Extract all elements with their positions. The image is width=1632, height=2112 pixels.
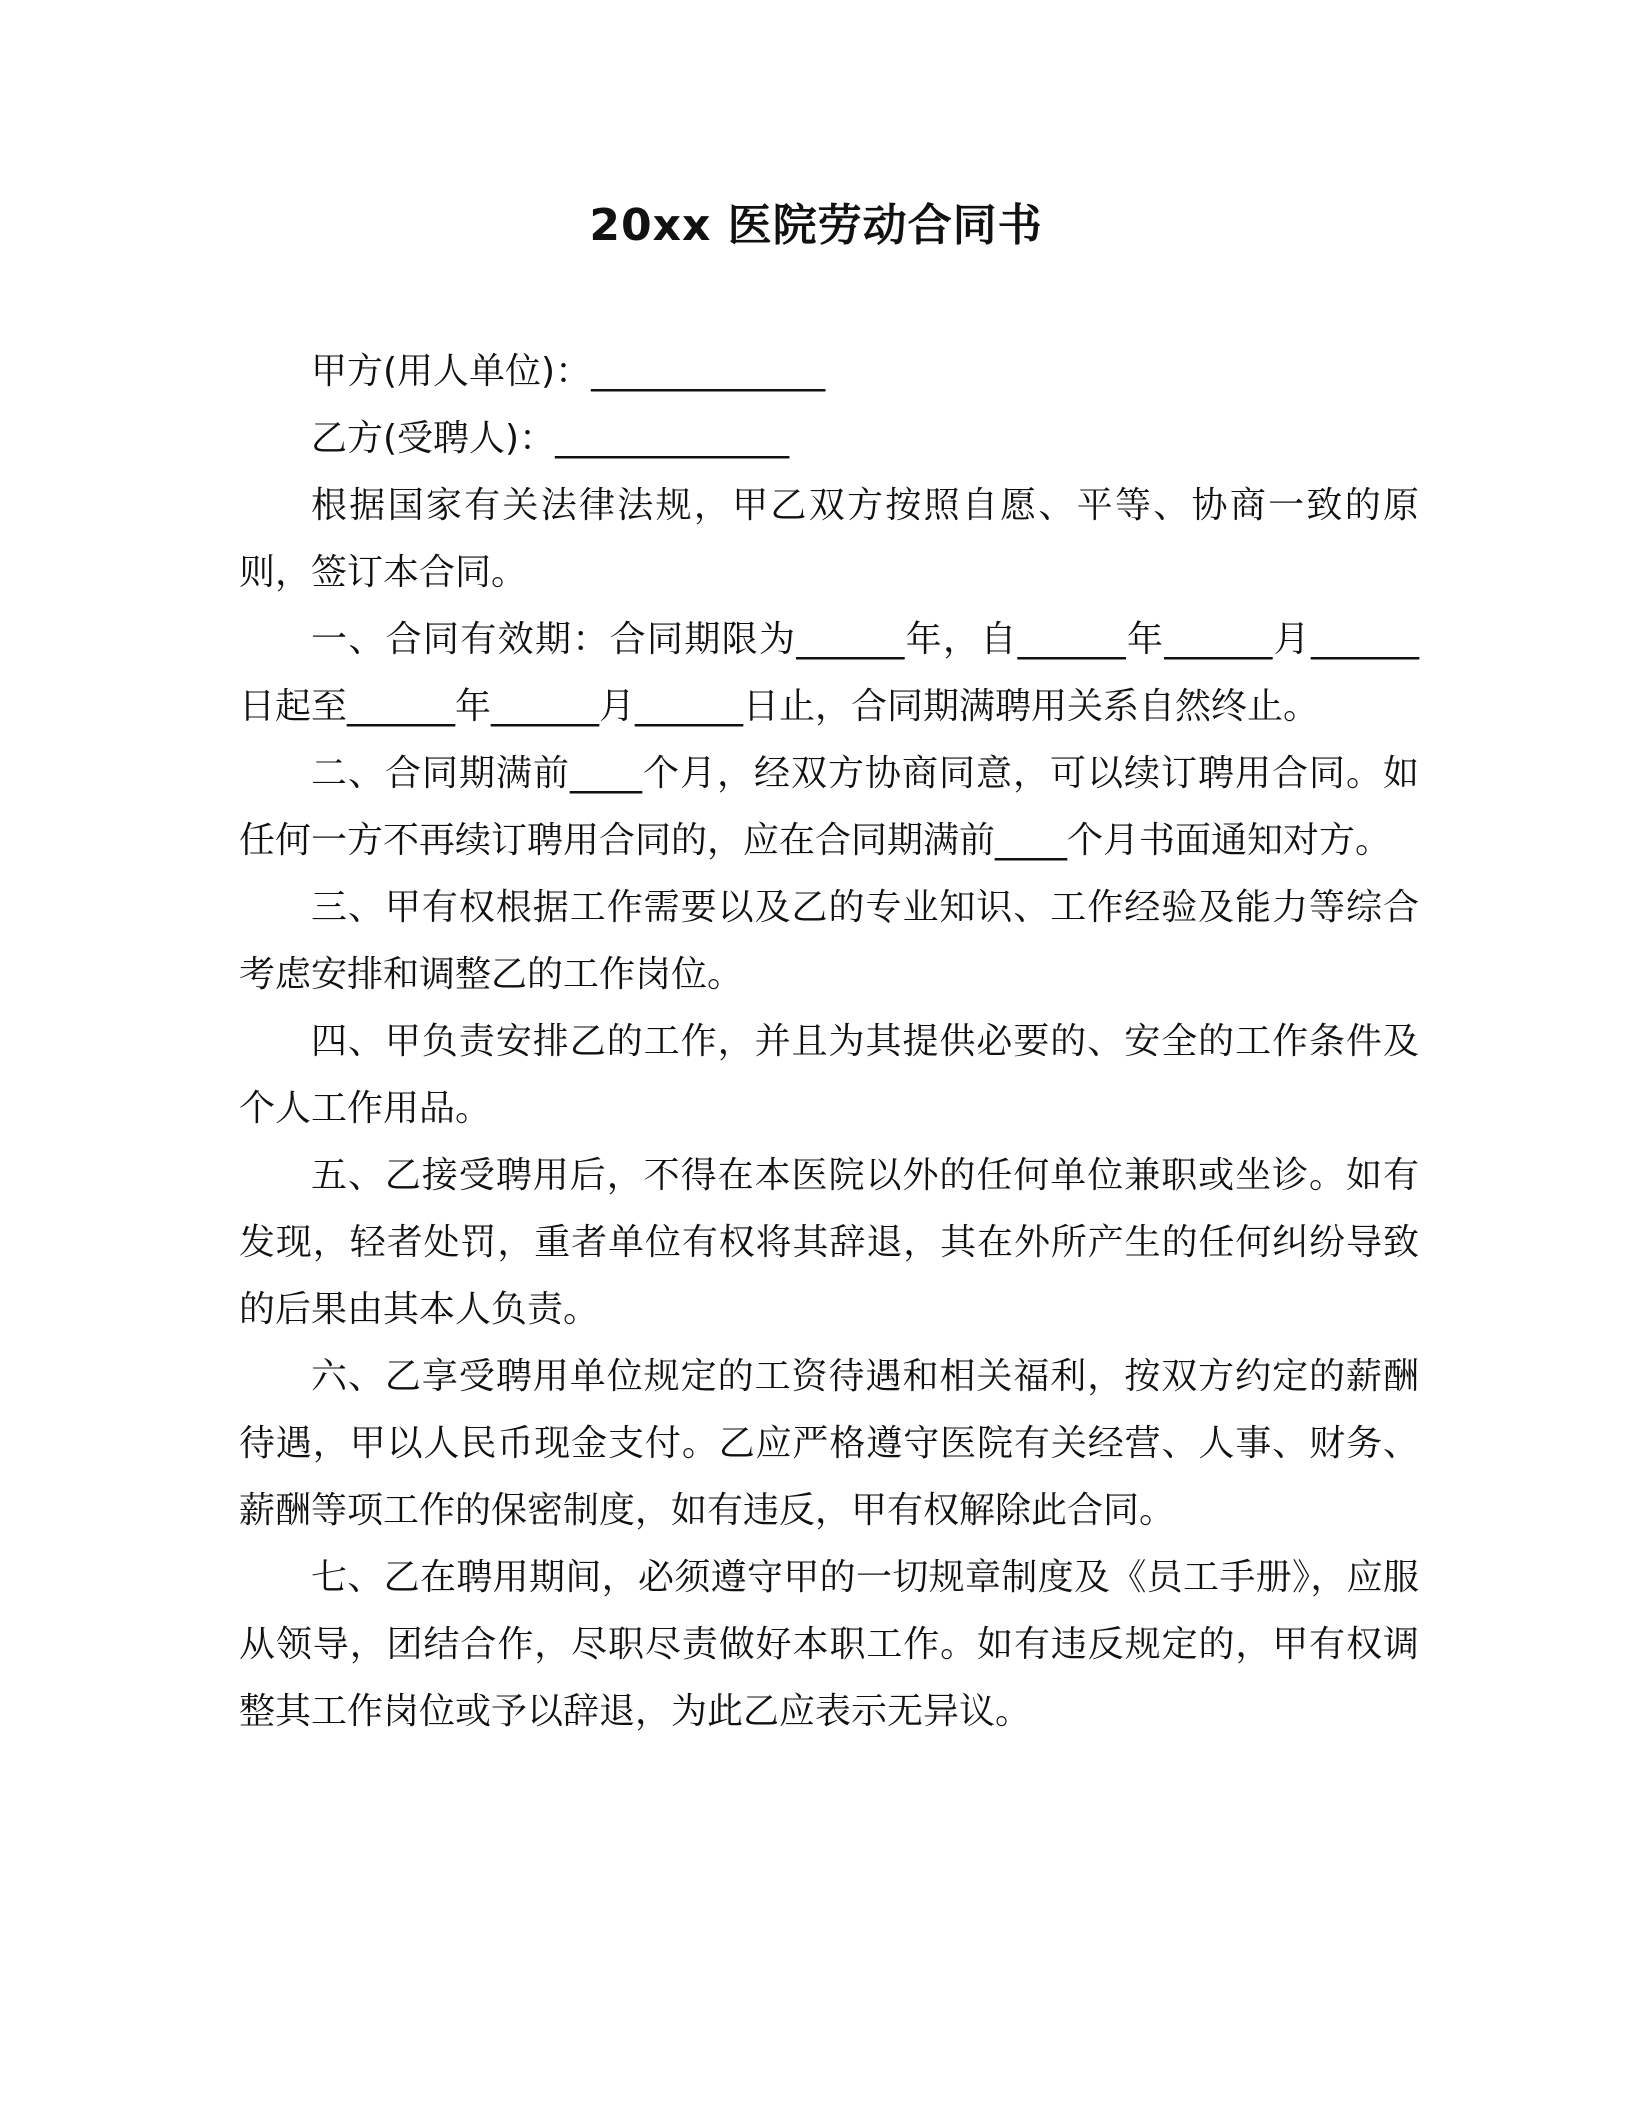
document-title: 20xx 医院劳动合同书 — [589, 200, 1043, 251]
clause-1-paragraph: 一、合同有效期：合同期限为______年，自______年______月______日起至______年______月______日止，合同期满聘用关系自然终止。 — [239, 619, 1419, 727]
preamble-paragraph: 根据国家有关法律法规，甲乙双方按照自愿、平等、协商一致的原则，签订本合同。 — [239, 485, 1419, 593]
party-b-line: 乙方(受聘人)：_____________ — [311, 418, 790, 459]
clause-7-paragraph: 七、乙在聘用期间，必须遵守甲的一切规章制度及《员工手册》，应服从领导，团结合作，尽职尽责做好本职工作。如有违反规定的，甲有权调整其工作岗位或予以辞退，为此乙应表示无异议。 — [239, 1557, 1419, 1732]
clause-6-paragraph: 六、乙享受聘用单位规定的工资待遇和相关福利，按双方约定的薪酬待遇，甲以人民币现金支付。乙应严格遵守医院有关经营、人事、财务、薪酬等项工作的保密制度，如有违反，甲有权解除此合同。 — [239, 1356, 1419, 1531]
clause-5-paragraph: 五、乙接受聘用后，不得在本医院以外的任何单位兼职或坐诊。如有发现，轻者处罚，重者单位有权将其辞退，其在外所产生的任何纠纷导致的后果由其本人负责。 — [239, 1155, 1419, 1330]
clause-3-paragraph: 三、甲有权根据工作需要以及乙的专业知识、工作经验及能力等综合考虑安排和调整乙的工作岗位。 — [239, 887, 1419, 995]
clause-2-paragraph: 二、合同期满前____个月，经双方协商同意，可以续订聘用合同。如任何一方不再续订聘用合同的，应在合同期满前____个月书面通知对方。 — [239, 753, 1419, 861]
party-a-line: 甲方(用人单位)：_____________ — [311, 351, 826, 392]
clause-4-paragraph: 四、甲负责安排乙的工作，并且为其提供必要的、安全的工作条件及个人工作用品。 — [239, 1021, 1419, 1129]
document-body — [239, 338, 1419, 1745]
